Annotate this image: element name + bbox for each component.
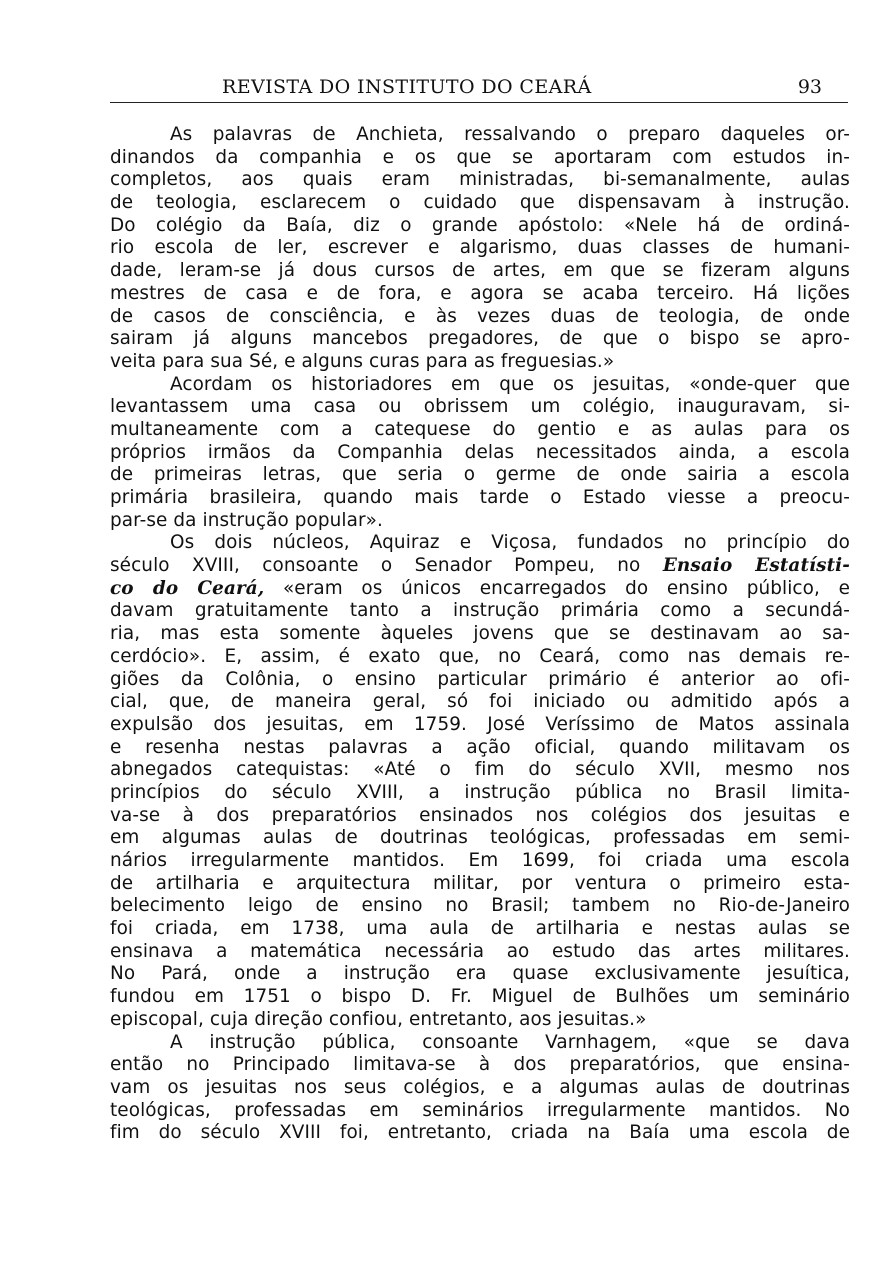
- line-text: davam gratuitamente tanto a instrução primária como a secundá-: [110, 600, 850, 622]
- text-line: [110, 918, 850, 941]
- article-body: [110, 124, 850, 1145]
- line-text: completos, aos quais eram ministradas, bi-semanalmente, aulas: [110, 169, 850, 191]
- line-text: episcopal, cuja direção confiou, entretanto, aos jesuitas.»: [110, 1008, 647, 1030]
- line-text: dade, leram-se já dous cursos de artes, em que se fizeram alguns: [110, 260, 850, 282]
- line-text: de casos de consciência, e às vezes duas de teologia, de onde: [110, 305, 850, 327]
- text-line: [110, 351, 850, 374]
- line-text: rio escola de ler, escrever e algarismo, duas classes de humani-: [110, 237, 850, 259]
- line-text: veita para sua Sé, e alguns curas para as freguesias.»: [110, 350, 615, 372]
- line-text: cial, que, de maneira geral, só foi iniciado ou admitido após a: [110, 691, 850, 713]
- text-line: [110, 873, 850, 896]
- text-line: [110, 510, 850, 533]
- text-line: [110, 1032, 850, 1055]
- text-line: [110, 759, 850, 782]
- line-text: par-se da instrução popular».: [110, 509, 383, 531]
- line-text: de teologia, esclarecem o cuidado que dispensavam à instrução.: [110, 192, 850, 214]
- text-line: [110, 237, 850, 260]
- line-text: princípios do século XVIII, a instrução pública no Brasil limita-: [110, 781, 850, 803]
- text-line: [110, 578, 850, 601]
- line-text: giões da Colônia, o ensino particular primário é anterior ao ofi-: [110, 668, 850, 690]
- line-text: fim do século XVIII foi, entretanto, criada na Baía uma escola de: [110, 1122, 850, 1144]
- line-text: em algumas aulas de doutrinas teológicas, professadas em semi-: [110, 827, 850, 849]
- line-text: mestres de casa e de fora, e agora se acaba terceiro. Há lições: [110, 282, 850, 304]
- line-text: dinandos da companhia e os que se aportaram com estudos in-: [110, 146, 850, 168]
- text-line: [110, 374, 850, 397]
- text-line: [110, 646, 850, 669]
- text-line: [110, 714, 850, 737]
- book-title-italic: co do Ceará,: [110, 577, 265, 599]
- running-header: [110, 74, 848, 103]
- text-line: [110, 396, 850, 419]
- text-line: [110, 805, 850, 828]
- text-line: [110, 532, 850, 555]
- line-text: fundou em 1751 o bispo D. Fr. Miguel de Bulhões um seminário: [110, 986, 850, 1008]
- text-line: [110, 1077, 850, 1100]
- text-line: [110, 260, 850, 283]
- text-line: [110, 782, 850, 805]
- line-text: foi criada, em 1738, uma aula de artilharia e nestas aulas se: [110, 918, 850, 940]
- line-text: No Pará, onde a instrução era quase exclusivamente jesuítica,: [110, 963, 850, 985]
- line-text: ria, mas esta somente àqueles jovens que se destinavam ao sa-: [110, 623, 850, 645]
- line-text: teológicas, professadas em seminários irregularmente mantidos. No: [110, 1099, 850, 1121]
- text-line: [110, 963, 850, 986]
- line-text: próprios irmãos da Companhia delas necessitados ainda, a escola: [110, 441, 850, 463]
- line-text: Acordam os historiadores em que os jesuitas, «onde-quer que: [170, 373, 850, 395]
- text-line: [110, 986, 850, 1009]
- line-text: sairam já alguns mancebos pregadores, de que o bispo se apro-: [110, 328, 850, 350]
- text-line: [110, 691, 850, 714]
- line-text: então no Principado limitava-se à dos preparatórios, que ensina-: [110, 1054, 850, 1076]
- line-text: A instrução pública, consoante Varnhagem, «que se dava: [170, 1031, 850, 1053]
- line-text: de primeiras letras, que seria o germe de onde sairia a escola: [110, 464, 850, 486]
- text-line: [110, 147, 850, 170]
- line-text: Do colégio da Baía, diz o grande apóstolo: «Nele há de ordiná-: [110, 214, 850, 236]
- line-text: século XVIII, consoante o Senador Pompeu, no: [110, 555, 663, 577]
- text-line: [110, 215, 850, 238]
- text-line: [110, 1054, 850, 1077]
- text-line: [110, 827, 850, 850]
- line-text: multaneamente com a catequese do gentio e as aulas para os: [110, 418, 850, 440]
- line-text: primária brasileira, quando mais tarde o Estado viesse a preocu-: [110, 487, 850, 508]
- text-line: [110, 895, 850, 918]
- line-text: As palavras de Anchieta, ressalvando o preparo daqueles or-: [170, 124, 850, 145]
- line-text: Os dois núcleos, Aquiraz e Viçosa, fundados no princípio do: [170, 532, 850, 554]
- text-line: [110, 941, 850, 964]
- running-title: REVISTA DO INSTITUTO DO CEARÁ: [222, 76, 592, 98]
- line-text: cerdócio». E, assim, é exato que, no Ceará, como nas demais re-: [110, 645, 850, 667]
- text-line: [110, 306, 850, 329]
- text-line: [110, 283, 850, 306]
- page-number: 93: [797, 76, 822, 98]
- line-text: ensinava a matemática necessária ao estudo das artes militares.: [110, 940, 850, 962]
- text-line: [110, 850, 850, 873]
- text-line: [110, 124, 850, 147]
- text-line: [110, 192, 850, 215]
- line-text-after: «eram os únicos encarregados do ensino público, e: [264, 577, 850, 599]
- text-line: [110, 442, 850, 465]
- text-line: [110, 600, 850, 623]
- text-line: [110, 487, 850, 510]
- text-line: [110, 419, 850, 442]
- line-text: expulsão dos jesuitas, em 1759. José Veríssimo de Matos assinala: [110, 713, 850, 735]
- line-text: abnegados catequistas: «Até o fim do século XVII, mesmo nos: [110, 759, 850, 781]
- line-text: vam os jesuitas nos seus colégios, e a algumas aulas de doutrinas: [110, 1076, 850, 1098]
- text-line: [110, 669, 850, 692]
- text-line: [110, 464, 850, 487]
- line-text: nários irregularmente mantidos. Em 1699, foi criada uma escola: [110, 850, 850, 871]
- text-line: [110, 328, 850, 351]
- line-text: e resenha nestas palavras a ação oficial, quando militavam os: [110, 736, 850, 758]
- text-line: [110, 737, 850, 760]
- text-line: [110, 623, 850, 646]
- line-text: belecimento leigo de ensino no Brasil; tambem no Rio-de-Janeiro: [110, 895, 850, 917]
- line-text: levantassem uma casa ou obrissem um colégio, inauguravam, si-: [110, 396, 850, 418]
- text-line: [110, 1009, 850, 1032]
- text-line: [110, 1122, 850, 1145]
- line-text: va-se à dos preparatórios ensinados nos colégios dos jesuitas e: [110, 804, 850, 826]
- text-line: [110, 555, 850, 578]
- book-title-italic: Ensaio Estatísti-: [662, 555, 851, 577]
- text-line: [110, 1100, 850, 1123]
- line-text: de artilharia e arquitectura militar, por ventura o primeiro esta-: [110, 872, 850, 894]
- text-line: [110, 169, 850, 192]
